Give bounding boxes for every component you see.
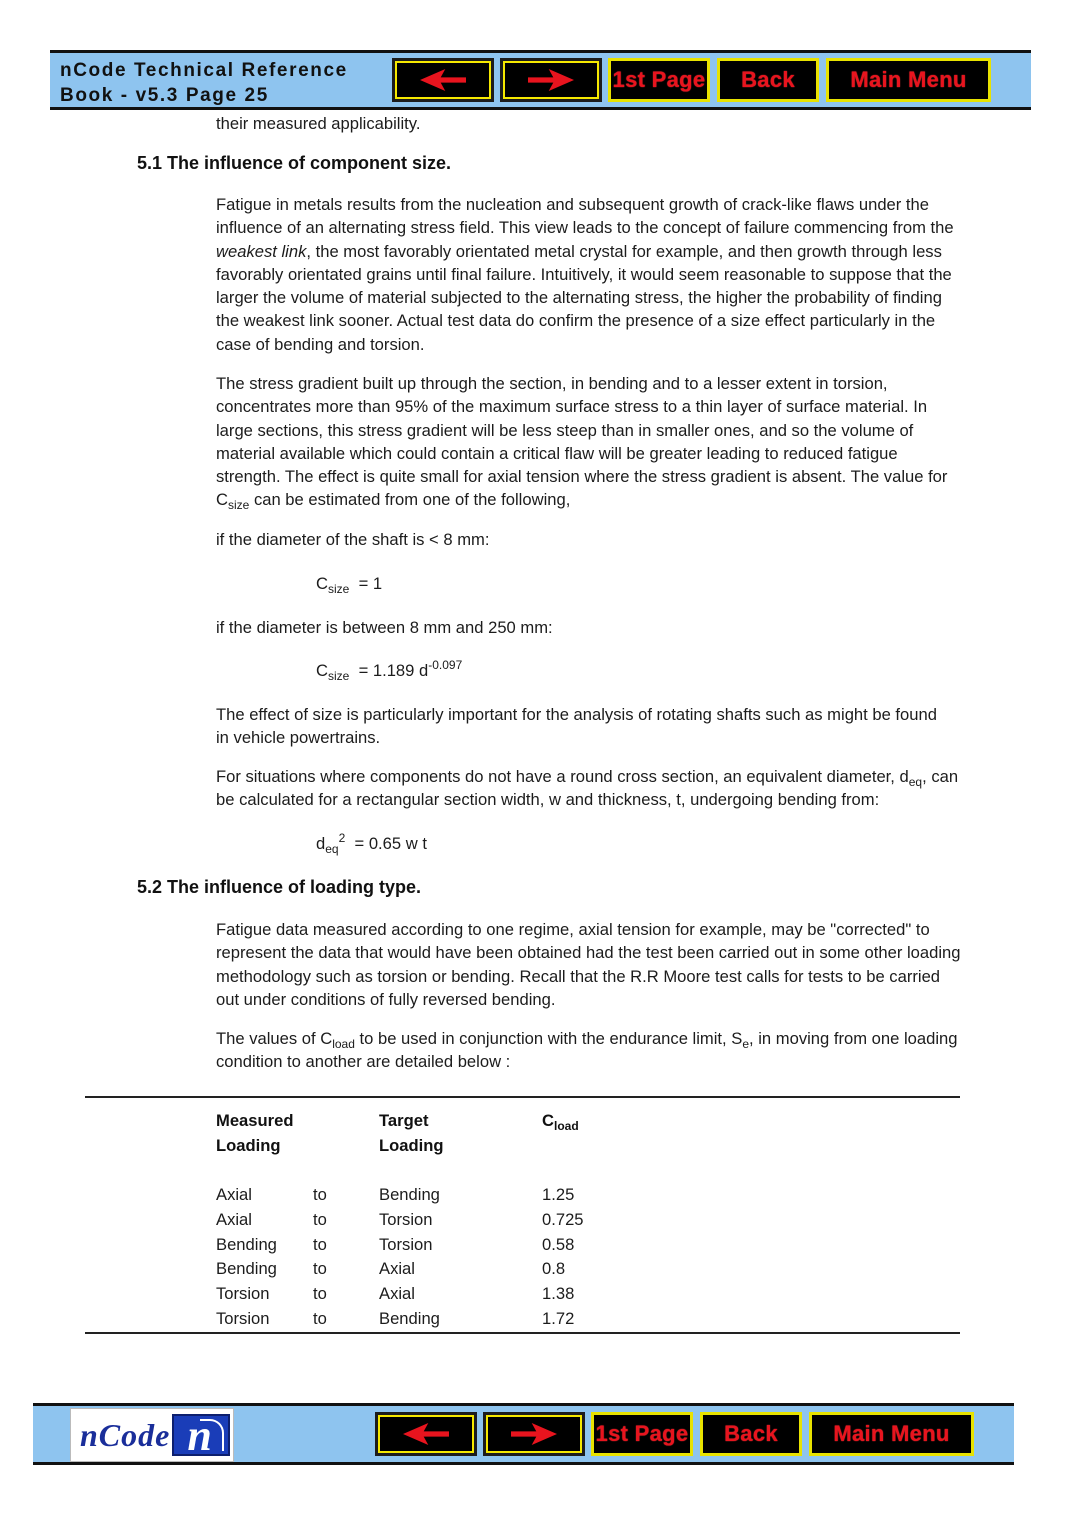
text-line: large sections, this stress gradient will be less steep than in smaller ones, and so the volume of [216,420,914,440]
cell-target: Bending [379,1185,440,1204]
subscript: size [327,669,350,683]
text-line: represent the data that would have been obtained had the test been carried out in some other loading [216,943,961,963]
header-nav-bar [50,50,1031,110]
symbol: d [316,834,326,853]
cell-target: Bending [379,1309,440,1328]
back-button[interactable] [717,58,819,102]
main-menu-button[interactable] [826,58,991,102]
text-line: influence of an alternating stress field. This view leads to the concept of failure commencing from the [216,218,954,238]
text-line: in vehicle powertrains. [216,728,381,748]
header-measured-loading [216,1108,293,1158]
next-page-button[interactable] [500,58,602,102]
text-fragment: , can [922,767,959,786]
text-line [216,240,1011,263]
left-arrow-icon [420,69,466,91]
equation-csize-1 [316,574,382,594]
superscript: -0.097 [428,658,463,672]
text-fragment: The values of C [216,1029,333,1048]
cell-cload: 1.38 [542,1284,575,1303]
text-fragment: For situations where components do not have a round cross section, an equivalent diameter, d [216,767,909,786]
text-line: condition to another are detailed below : [216,1052,511,1072]
table-top-rule [85,1096,960,1098]
header-text: Target [379,1111,429,1130]
main-menu-label: Main Menu [850,67,967,92]
back-button[interactable] [700,1412,802,1456]
cell-to: to [313,1309,327,1328]
footer-nav-bar [33,1403,1014,1465]
logo-wordmark: nCode [80,1416,171,1453]
header-text: Loading [379,1136,444,1155]
equation-csize-2 [316,658,463,683]
previous-page-button[interactable] [392,58,494,102]
text-line [216,765,1011,788]
cell-measured: Axial [216,1210,252,1229]
first-page-label: 1st Page [595,1421,689,1446]
header-target-loading [379,1108,444,1158]
section-5-2-heading: 5.2 The influence of loading type. [137,877,422,897]
header-text: Measured [216,1111,294,1130]
text-line: the weakest link sooner. Actual test data do confirm the presence of a size effect particularly in the [216,311,936,331]
cell-measured: Axial [216,1185,252,1204]
equation-rhs: = 1 [358,574,383,593]
symbol: C [316,661,328,680]
cell-cload: 1.25 [542,1185,575,1204]
back-label: Back [741,67,795,92]
text-fragment: can be estimated from one of the following, [249,490,571,510]
section-5-1-paragraph-3 [216,703,1011,750]
text-fragment: , in moving from one loading [749,1029,958,1048]
text-line: Fatigue data measured according to one regime, axial tension for example, may be "corrected" to [216,920,930,939]
ncode-logo [70,1408,234,1462]
main-menu-button[interactable] [809,1412,974,1456]
intro-tail-paragraph [216,112,1011,135]
cell-measured: Bending [216,1235,277,1254]
text-line: their measured applicability. [216,114,421,133]
cell-measured: Torsion [216,1309,270,1328]
text-line: strength. The effect is quite small for axial tension where the stress gradient is absent. The value for [216,467,948,487]
first-page-button[interactable] [608,58,710,102]
equation-deq [316,831,427,856]
table-bottom-rule [85,1332,960,1334]
text-line: larger the volume of material subjected to the alternating stress, the higher the probability of finding [216,288,942,308]
section-5-2-paragraph-1 [216,918,1011,1011]
cell-to: to [313,1259,327,1278]
symbol: C [216,490,228,510]
ncode-logo-icon [172,1414,230,1456]
header-cload [542,1108,579,1133]
text-line: The stress gradient built up through the section, in bending and to a lesser extent in torsion, [216,374,888,393]
left-arrow-icon [403,1423,449,1445]
symbol: C [316,574,328,593]
back-label: Back [724,1421,778,1446]
cell-cload: 0.8 [542,1259,566,1278]
text-line: out under conditions of fully reversed bending. [216,989,556,1009]
text-fragment: , the most favorably orientated metal crystal for example, and then growth through less [306,241,942,261]
section-5-1-paragraph-1 [216,193,1011,356]
text-fragment: to be used in conjunction with the endurance limit, S [354,1029,743,1048]
cell-to: to [313,1185,327,1204]
subscript: eq [325,842,339,856]
cell-target: Torsion [379,1210,433,1229]
text-line: methodology such as torsion or bending. Recall that the R.R Moore test calls for tests to be carried [216,966,941,986]
main-menu-label: Main Menu [833,1421,950,1446]
text-line: if the diameter is between 8 mm and 250 mm: [216,618,553,637]
first-page-label: 1st Page [612,67,706,92]
condition-small-diameter [216,528,1011,551]
right-arrow-icon [528,69,574,91]
previous-page-button[interactable] [375,1412,477,1456]
section-5-1-paragraph-2 [216,372,1011,512]
cell-to: to [313,1210,327,1229]
equation-rhs: = 1.189 d [358,661,429,680]
condition-mid-diameter [216,616,1011,639]
text-line: if the diameter of the shaft is < 8 mm: [216,530,490,549]
text-line: Fatigue in metals results from the nucleation and subsequent growth of crack-like flaws under the [216,195,929,214]
section-5-1-heading: 5.1 The influence of component size. [137,153,452,173]
title-line-2-page: Book - v5.3 Page 25 [60,85,269,106]
cell-measured: Torsion [216,1284,270,1303]
title-line-1: nCode Technical Reference [60,60,348,81]
cell-to: to [313,1235,327,1254]
logo-mark-letter: n [187,1414,212,1456]
superscript: 2 [338,831,346,845]
cell-target: Torsion [379,1235,433,1254]
text-line: favorably orientated grains until final failure. Intuitively, it would seem reasonable to suppose that the [216,264,952,284]
cell-to: to [313,1284,327,1303]
subscript: load [332,1037,355,1051]
section-5-1-paragraph-4 [216,765,1011,812]
subscript: size [327,582,350,596]
italic-term: weakest link [216,241,307,261]
equation-rhs: = 0.65 w t [354,834,427,853]
cell-cload: 1.72 [542,1309,575,1328]
cell-target: Axial [379,1284,415,1303]
cell-measured: Bending [216,1259,277,1278]
cell-target: Axial [379,1259,415,1278]
subscript: eq [908,775,923,789]
text-line [216,1027,1011,1050]
text-line: material available which could contain a critical flaw will be greater leading to reduced fatigue [216,443,898,463]
subscript: e [742,1037,750,1051]
cell-cload: 0.58 [542,1235,575,1254]
subscript: load [553,1119,579,1133]
text-line: case of bending and torsion. [216,334,425,354]
text-line [216,488,1011,511]
next-page-button[interactable] [483,1412,585,1456]
cell-cload: 0.725 [542,1210,584,1229]
text-line: The effect of size is particularly important for the analysis of rotating shafts such as might be found [216,705,937,724]
symbol: C [542,1111,554,1130]
header-text: Loading [216,1136,281,1155]
text-line: concentrates more than 95% of the maximum surface stress to a thin layer of surface material. In [216,397,928,417]
document-title [60,58,348,108]
section-5-2-paragraph-2 [216,1027,1011,1074]
subscript: size [227,498,250,513]
text-line: be calculated for a rectangular section width, w and thickness, t, undergoing bending from: [216,790,880,810]
first-page-button[interactable] [591,1412,693,1456]
right-arrow-icon [511,1423,557,1445]
